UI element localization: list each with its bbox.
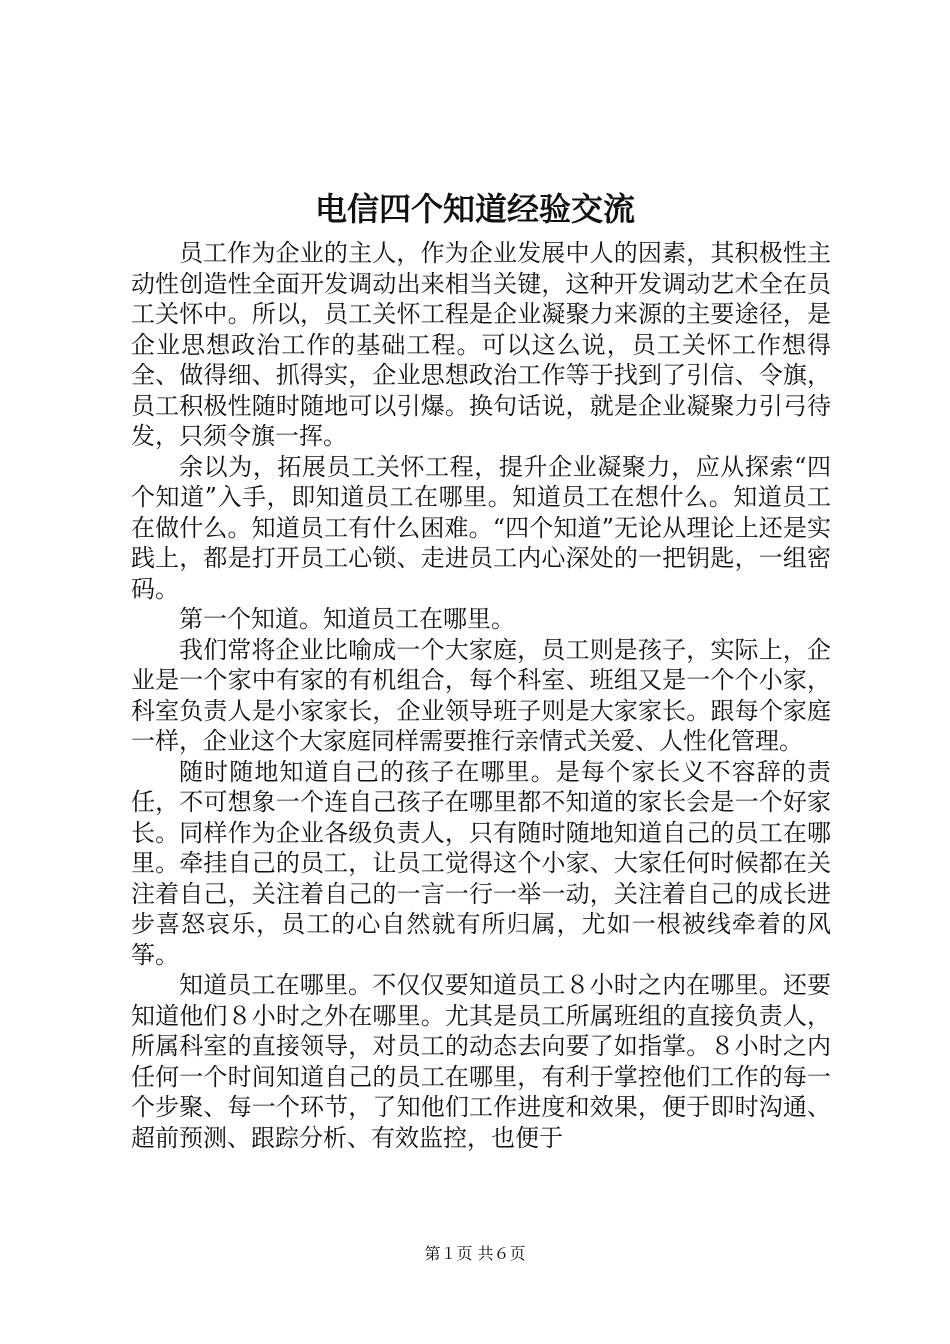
document-body <box>131 238 831 1153</box>
document-title: 电信四个知道经验交流 <box>314 190 635 228</box>
paragraph-3-heading: 第一个知道。知道员工在哪里。 <box>179 605 515 633</box>
paragraph-5: 随时随地知道自己的孩子在哪里。是每个家长义不容辞的责任，不可想象一个连自己孩子在哪里都不知道的家长会是一个好家长。同样作为企业各级负责人，只有随时随地知道自己的员工在哪里。牵挂自己的员工，让员工觉得这个小家、大家任何时候都在关注着自己，关注着自己的一言一行一举一动，关注着自己的成长进步喜怒哀乐，员工的心自然就有所归属，尤如一根被线牵着的风筝。 <box>131 757 831 969</box>
paragraph-6: 知道员工在哪里。不仅仅要知道员工８小时之内在哪里。还要知道他们８小时之外在哪里。尤其是员工所属班组的直接负责人，所属科室的直接领导，对员工的动态去向要了如指掌。８小时之内任何一个时间知道自己的员工在哪里，有利于掌控他们工作的每一个步聚、每一个环节，了知他们工作进度和效果，便于即时沟通、超前预测、跟踪分析、有效监控，也便于 <box>131 971 831 1152</box>
paragraph-4: 我们常将企业比喻成一个大家庭，员工则是孩子，实际上，企业是一个家中有家的有机组合，每个科室、班组又是一个个小家，科室负责人是小家家长，企业领导班子则是大家家长。跟每个家庭一样，企业这个大家庭同样需要推行亲情式关爱、人性化管理。 <box>131 635 831 755</box>
paragraph-1: 员工作为企业的主人，作为企业发展中人的因素，其积极性主动性创造性全面开发调动出来相当关键，这种开发调动艺术全在员工关怀中。所以，员工关怀工程是企业凝聚力来源的主要途径，是企业思想政治工作的基础工程。可以这么说，员工关怀工作想得全、做得细、抓得实，企业思想政治工作等于找到了引信、令旗，员工积极性随时随地可以引爆。换句话说，就是企业凝聚力引弓待发，只须令旗一挥。 <box>131 239 831 450</box>
page-number-footer: 第１页 共６页 <box>424 1244 526 1263</box>
paragraph-2: 余以为，拓展员工关怀工程，提升企业凝聚力，应从探索“四个知道”入手，即知道员工在哪里。知道员工在想什么。知道员工在做什么。知道员工有什么困难。“四个知道”无论从理论上还是实践上，都是打开员工心锁、走进员工内心深处的一把钥匙，一组密码。 <box>131 452 831 603</box>
